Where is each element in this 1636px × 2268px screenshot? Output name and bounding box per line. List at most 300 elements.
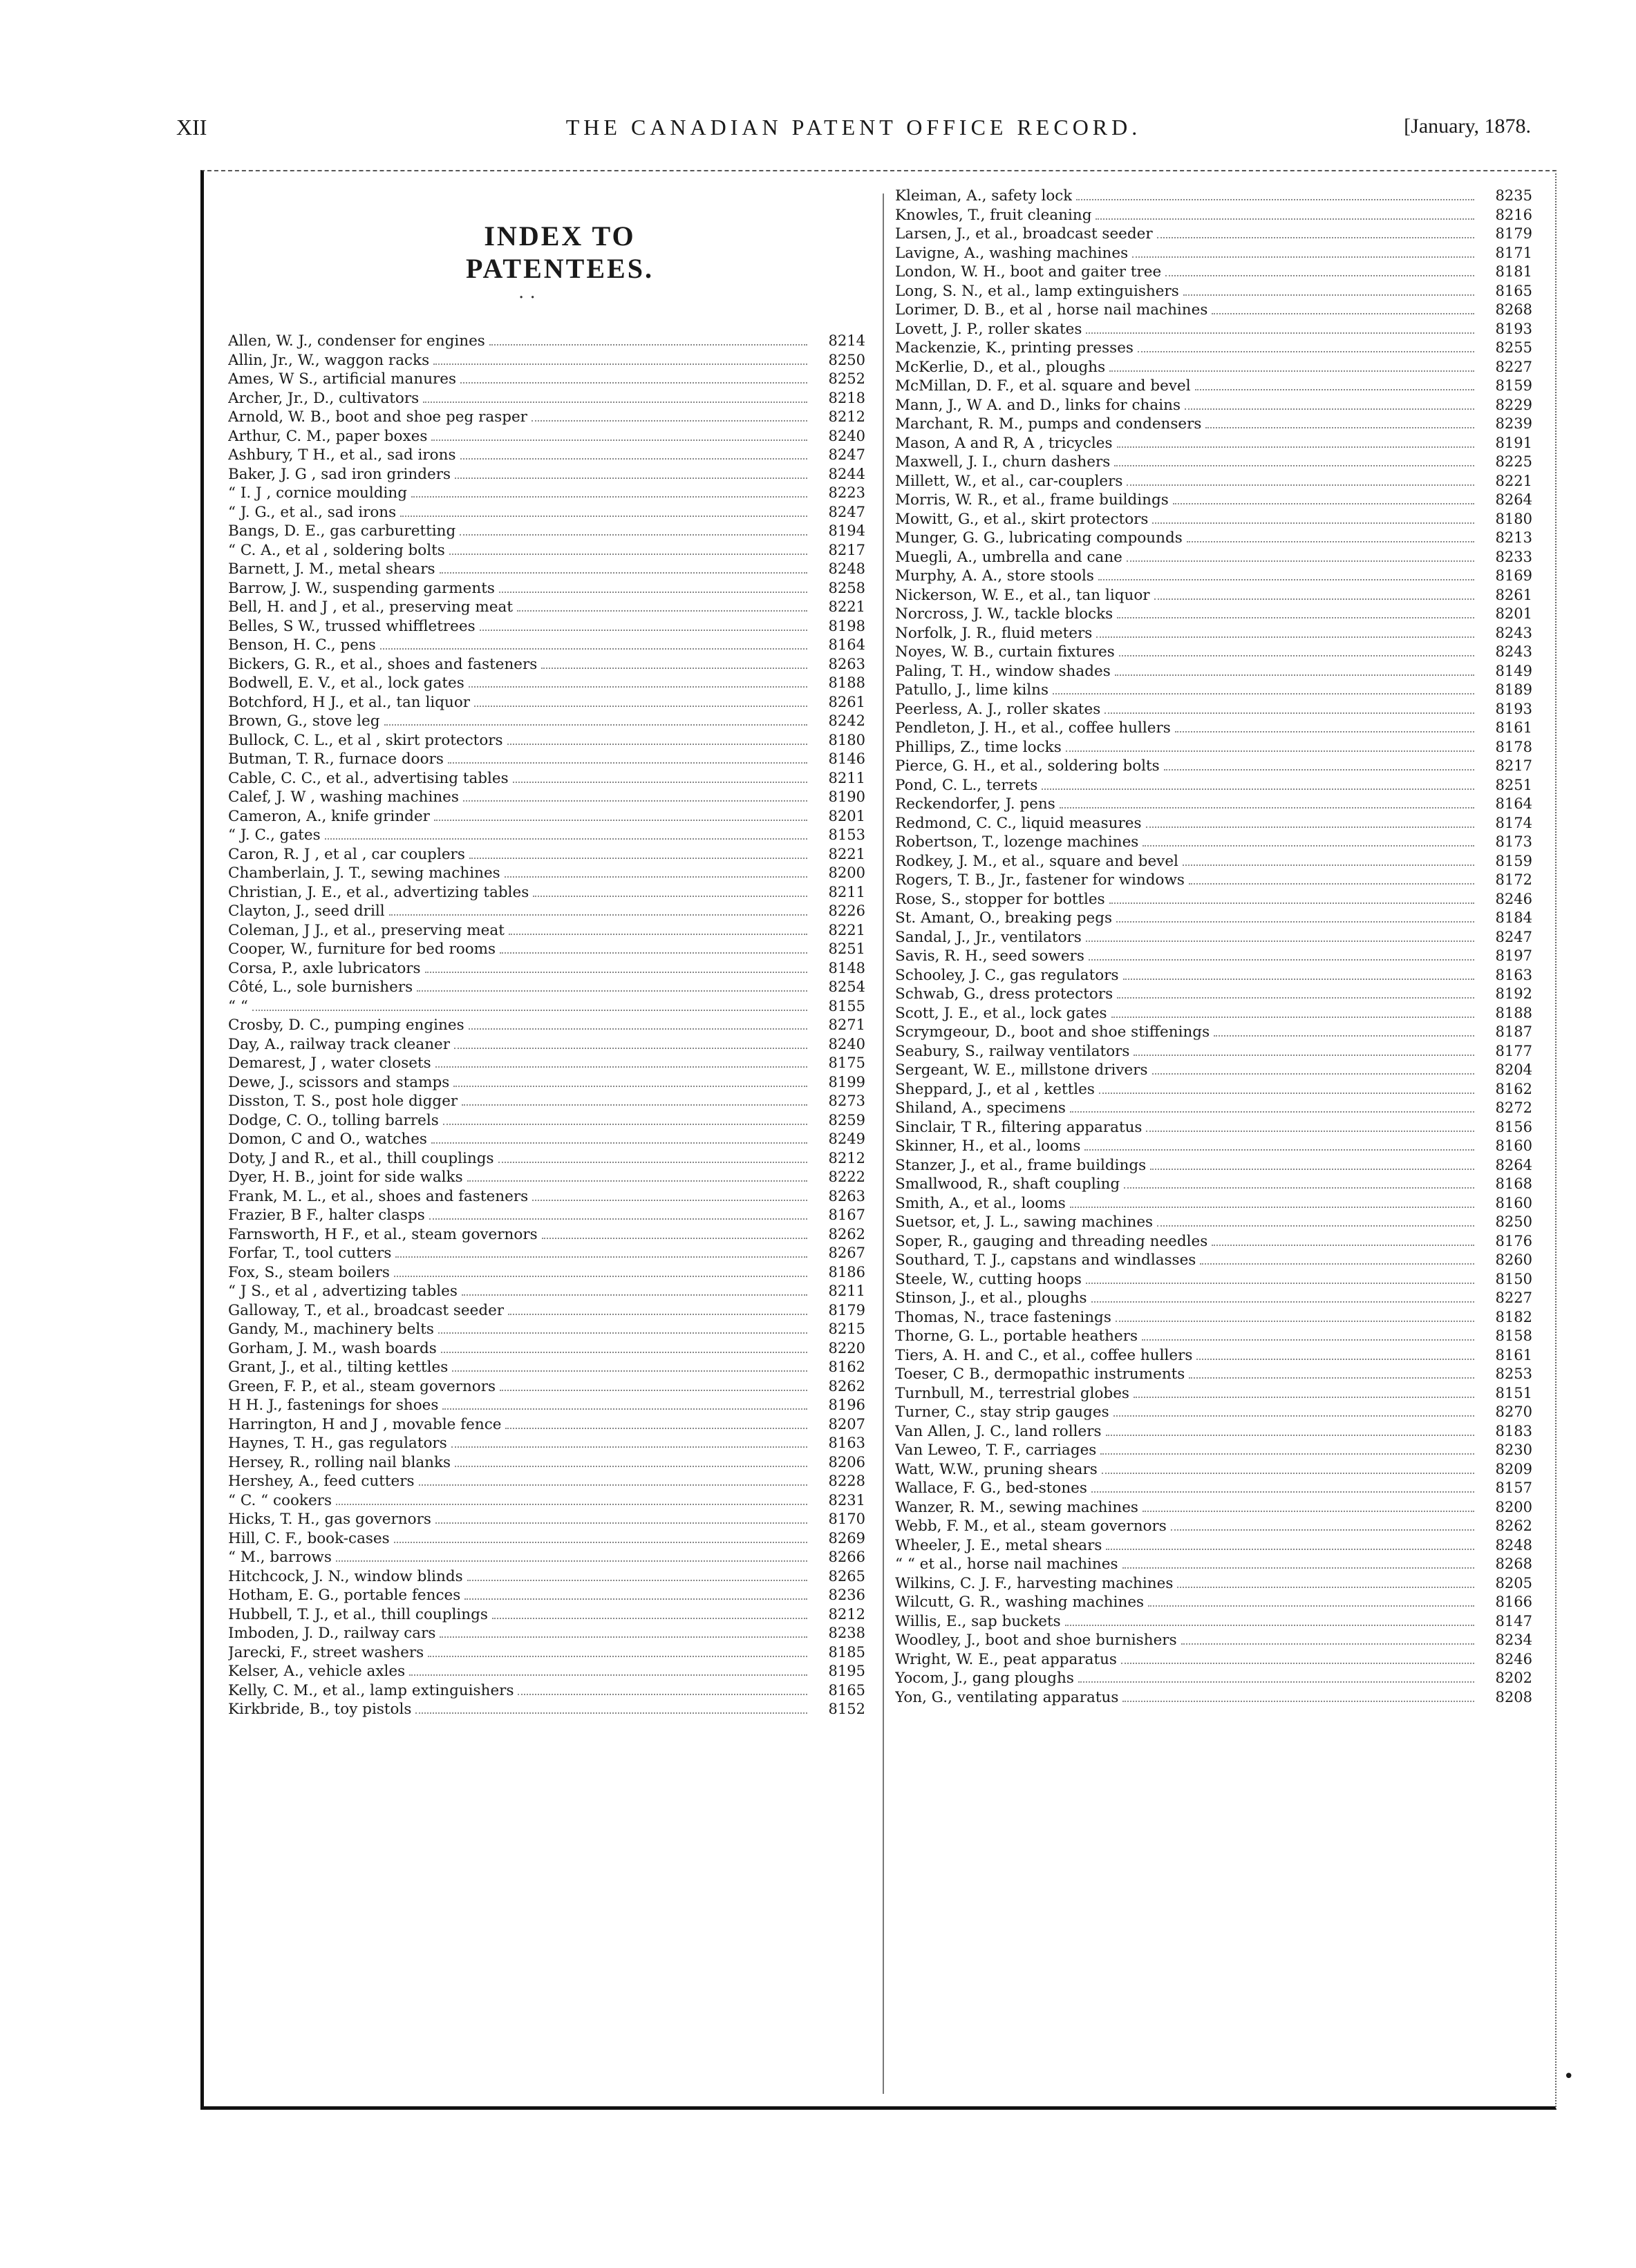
index-entry [228, 1491, 865, 1511]
dot-leader [400, 515, 807, 517]
patentee-name: Steele, W., cutting hoops [895, 1270, 1082, 1288]
dot-leader [492, 1617, 807, 1619]
patent-number: 8212 [828, 1149, 865, 1166]
patent-number: 8157 [1495, 1480, 1532, 1496]
patent-number: 8240 [828, 1035, 865, 1052]
dot-leader [463, 800, 807, 802]
patentee-name: Smallwood, R., shaft coupling [895, 1175, 1120, 1193]
index-entry [228, 1700, 865, 1719]
dot-leader [500, 952, 807, 954]
patentee-name: Sheppard, J., et al , kettles [895, 1080, 1095, 1098]
patent-number: 8208 [1495, 1688, 1532, 1705]
index-entry [895, 396, 1532, 415]
patent-number: 8167 [828, 1207, 865, 1223]
patent-number: 8205 [1495, 1574, 1532, 1591]
patentee-name: Cooper, W., furniture for bed rooms [228, 941, 496, 958]
dot-leader [438, 1332, 807, 1334]
index-entry [228, 959, 865, 979]
patent-number: 8228 [828, 1473, 865, 1489]
index-entry [895, 1289, 1532, 1308]
patent-number: 8217 [1495, 757, 1532, 774]
dot-leader [1189, 1377, 1474, 1379]
dot-leader [1146, 1130, 1474, 1132]
patentee-name: Allin, Jr., W., waggon racks [228, 351, 430, 369]
patent-number: 8242 [828, 712, 865, 729]
patentee-name: Morris, W. R., et al., frame buildings [895, 491, 1169, 509]
index-entry [895, 1042, 1532, 1061]
dot-leader [1164, 768, 1474, 771]
patentee-name: Arthur, C. M., paper boxes [228, 427, 428, 445]
index-entry [895, 985, 1532, 1004]
index-entry [228, 522, 865, 541]
patentee-name: Van Leweo, T. F., carriages [895, 1442, 1097, 1459]
patent-number: 8152 [828, 1701, 865, 1717]
index-entry [228, 351, 865, 370]
dot-leader [1189, 882, 1474, 885]
patentee-name: “ “ [228, 997, 248, 1015]
patent-number: 8240 [828, 427, 865, 444]
patentee-name: Lovett, J. P., roller skates [895, 320, 1082, 338]
patentee-name: Shiland, A., specimens [895, 1099, 1066, 1117]
patent-number: 8195 [828, 1663, 865, 1679]
index-entry [895, 415, 1532, 434]
dot-leader [441, 1351, 807, 1353]
dot-leader [505, 876, 807, 878]
patent-number: 8225 [1495, 453, 1532, 470]
dot-leader [451, 1446, 807, 1448]
patent-number: 8180 [828, 731, 865, 748]
patentee-name: Hicks, T. H., gas governors [228, 1511, 431, 1528]
dot-leader [1127, 484, 1474, 486]
patentee-name: Archer, Jr., D., cultivators [228, 389, 420, 407]
index-entry [895, 548, 1532, 567]
patent-number: 8266 [828, 1549, 865, 1565]
patentee-name: McMillan, D. F., et al. square and bevel [895, 377, 1191, 395]
patent-number: 8247 [828, 446, 865, 463]
patent-number: 8269 [828, 1529, 865, 1547]
index-entry [228, 1206, 865, 1225]
patentee-name: Norfolk, J. R., fluid meters [895, 624, 1093, 642]
patentee-name: “ C. “ cookers [228, 1491, 332, 1509]
dot-leader [1195, 388, 1474, 390]
patentee-name: Mowitt, G., et al., skirt protectors [895, 510, 1149, 528]
index-entry [228, 1149, 865, 1169]
dot-leader [1171, 1529, 1474, 1531]
index-entry [228, 1111, 865, 1131]
index-entry [895, 1479, 1532, 1498]
patent-number: 8200 [828, 864, 865, 881]
index-entry [228, 408, 865, 427]
patentee-name: Cameron, A., knife grinder [228, 807, 430, 825]
patentee-name: Wallace, F. G., bed-stones [895, 1480, 1087, 1497]
patentee-name: “ M., barrows [228, 1549, 332, 1566]
dot-leader [434, 819, 807, 821]
dot-leader [1111, 1016, 1474, 1018]
patent-number: 8173 [1495, 833, 1532, 850]
index-entry [895, 1631, 1532, 1650]
patent-number: 8220 [828, 1339, 865, 1357]
dot-leader [509, 933, 807, 935]
dot-leader [467, 1180, 807, 1182]
index-entry [228, 997, 865, 1017]
index-entry [228, 845, 865, 864]
patentee-name: Millett, W., et al., car-couplers [895, 472, 1123, 490]
patentee-name: Farnsworth, H F., et al., steam governors [228, 1225, 538, 1243]
index-entry [228, 1662, 865, 1681]
patent-number: 8262 [1495, 1518, 1532, 1534]
patentee-name: Dyer, H. B., joint for side walks [228, 1169, 463, 1186]
patentee-name: Côté, L., sole burnishers [228, 979, 413, 996]
patent-number: 8231 [828, 1491, 865, 1509]
index-entry [228, 465, 865, 484]
index-entry [228, 636, 865, 655]
dot-leader [411, 495, 807, 498]
dot-leader [513, 781, 807, 783]
patent-number: 8163 [828, 1435, 865, 1451]
dot-leader [532, 1199, 807, 1201]
index-entry [228, 1548, 865, 1567]
dot-leader [409, 1674, 807, 1676]
journal-title: THE CANADIAN PATENT OFFICE RECORD. [565, 115, 1142, 140]
patentee-name: Savis, R. H., seed sowers [895, 947, 1084, 965]
patentee-name: Crosby, D. C., pumping engines [228, 1017, 464, 1034]
patentee-name: Pond, C. L., terrets [895, 776, 1038, 794]
dot-leader [1117, 446, 1475, 448]
patentee-name: “ J. G., et al., sad irons [228, 503, 397, 521]
patent-number: 8243 [1495, 643, 1532, 660]
patentee-name: Soper, R., gauging and threading needles [895, 1232, 1208, 1250]
patent-number: 8246 [1495, 1650, 1532, 1667]
index-entry [895, 320, 1532, 339]
patent-number: 8249 [828, 1131, 865, 1147]
patentee-name: Norcross, J. W., tackle blocks [895, 605, 1113, 623]
patent-number: 8202 [1495, 1670, 1532, 1686]
patentee-name: Scott, J. E., et al., lock gates [895, 1004, 1107, 1022]
patentee-name: Scrymgeour, D., boot and shoe stiffenings [895, 1023, 1210, 1041]
patent-number: 8262 [828, 1225, 865, 1242]
patentee-name: Webb, F. M., et al., steam governors [895, 1518, 1167, 1535]
patent-number: 8238 [828, 1625, 865, 1641]
patentee-name: Barrow, J. W., suspending garments [228, 579, 495, 597]
patent-number: 8236 [828, 1587, 865, 1603]
dot-leader [1205, 426, 1474, 428]
index-entry [895, 1175, 1532, 1194]
patentee-name: Schwab, G., dress protectors [895, 985, 1113, 1003]
index-entry [895, 662, 1532, 681]
patentee-name: Woodley, J., boot and shoe burnishers [895, 1632, 1177, 1649]
patentee-name: Wanzer, R. M., sewing machines [895, 1498, 1138, 1516]
patentee-name: Benson, H. C., pens [228, 636, 376, 654]
patentee-name: Bodwell, E. V., et al., lock gates [228, 674, 464, 692]
patent-number: 8169 [1495, 567, 1532, 584]
patent-number: 8172 [1495, 871, 1532, 888]
dot-leader [252, 1009, 807, 1011]
patent-number: 8261 [1495, 586, 1532, 603]
patentee-name: Larsen, J., et al., broadcast seeder [895, 225, 1153, 243]
index-entry [895, 1004, 1532, 1023]
dot-leader [1066, 750, 1474, 752]
index-entry [895, 1403, 1532, 1422]
patentee-name: London, W. H., boot and gaiter tree [895, 263, 1162, 281]
patent-number: 8247 [828, 503, 865, 520]
patentee-name: Domon, C and O., watches [228, 1131, 427, 1148]
index-entry [895, 339, 1532, 358]
dot-leader [1122, 1567, 1474, 1569]
patent-number: 8247 [1495, 928, 1532, 945]
patent-number: 8159 [1495, 852, 1532, 869]
index-entry [895, 1080, 1532, 1099]
patentee-name: Yocom, J., gang ploughs [895, 1670, 1074, 1687]
patentee-name: Sinclair, T R., filtering apparatus [895, 1118, 1143, 1136]
index-entry [895, 434, 1532, 453]
index-entry [895, 1384, 1532, 1404]
patentee-name: Peerless, A. J., roller skates [895, 700, 1101, 718]
index-entry [228, 1396, 865, 1415]
patent-number: 8233 [1495, 548, 1532, 565]
patentee-name: Dewe, J., scissors and stamps [228, 1073, 450, 1091]
patentee-name: Rose, S., stopper for bottles [895, 890, 1105, 908]
patent-number: 8174 [1495, 814, 1532, 831]
patent-number: 8221 [828, 921, 865, 938]
index-entry [895, 1536, 1532, 1556]
index-entry [228, 1073, 865, 1093]
index-entry [228, 655, 865, 674]
index-entry [228, 902, 865, 921]
dot-leader [1143, 844, 1474, 847]
dot-leader [1154, 598, 1474, 600]
index-entry [228, 1035, 865, 1055]
dot-leader [1152, 522, 1474, 524]
dot-leader [1146, 826, 1474, 828]
patentee-name: Skinner, H., et al., looms [895, 1137, 1081, 1155]
patent-number: 8268 [1495, 301, 1532, 318]
index-entry [895, 1137, 1532, 1156]
index-entry [895, 643, 1532, 662]
index-entry [895, 1574, 1532, 1594]
patentee-name: Galloway, T., et al., broadcast seeder [228, 1301, 505, 1319]
index-entry [895, 871, 1532, 890]
dot-leader [1134, 1396, 1474, 1398]
patent-number: 8262 [828, 1377, 865, 1395]
patent-number: 8197 [1495, 947, 1532, 964]
patent-number: 8260 [1495, 1251, 1532, 1268]
dot-leader [389, 914, 807, 916]
patent-number: 8163 [1495, 966, 1532, 983]
patentee-name: Frank, M. L., et al., shoes and fasteners [228, 1187, 529, 1205]
index-entry [895, 567, 1532, 586]
index-entry [228, 674, 865, 693]
patentee-name: Jarecki, F., street washers [228, 1643, 424, 1661]
dot-leader [518, 1693, 807, 1695]
dot-leader [1165, 274, 1474, 276]
index-entry [895, 700, 1532, 719]
dot-leader [1106, 1548, 1474, 1550]
patentee-name: Hershey, A., feed cutters [228, 1473, 415, 1490]
dot-leader [532, 419, 807, 422]
index-entry [895, 719, 1532, 738]
patentee-name: Hitchcock, J. N., window blinds [228, 1567, 463, 1585]
index-entry [228, 1225, 865, 1245]
patentee-name: “ “ et al., horse nail machines [895, 1556, 1118, 1573]
patentee-name: Thorne, G. L., portable heathers [895, 1327, 1138, 1345]
patent-number: 8194 [828, 522, 865, 539]
dot-leader [1181, 1643, 1474, 1645]
patentee-name: “ J S., et al , advertizing tables [228, 1283, 458, 1300]
patent-number: 8209 [1495, 1460, 1532, 1477]
index-entry [228, 1453, 865, 1473]
patent-number: 8155 [828, 997, 865, 1014]
patent-number: 8268 [1495, 1556, 1532, 1572]
index-entry [228, 940, 865, 959]
patent-number: 8226 [828, 903, 865, 919]
patent-number: 8263 [828, 655, 865, 672]
index-entry [895, 263, 1532, 282]
patent-number: 8162 [1495, 1080, 1532, 1097]
index-entry [895, 1099, 1532, 1118]
dot-leader [1150, 1168, 1474, 1170]
patent-number: 8201 [1495, 605, 1532, 622]
dot-leader [425, 971, 807, 973]
patent-number: 8254 [828, 979, 865, 995]
patent-number: 8185 [828, 1643, 865, 1661]
index-entry [895, 1232, 1532, 1251]
dot-leader [336, 1503, 807, 1505]
index-entry [228, 1415, 865, 1435]
patentee-name: Haynes, T. H., gas regulators [228, 1435, 447, 1452]
patent-number: 8180 [1495, 510, 1532, 527]
patentee-name: Bickers, G. R., et al., shoes and fasteners [228, 655, 538, 673]
patent-number: 8201 [828, 807, 865, 824]
dot-leader [1132, 256, 1474, 258]
patent-number: 8229 [1495, 396, 1532, 413]
patent-number: 8214 [828, 332, 865, 349]
dot-leader [442, 1408, 807, 1410]
patentee-name: Demarest, J , water closets [228, 1055, 431, 1072]
dot-leader [394, 1541, 807, 1543]
dot-leader [542, 1237, 807, 1239]
dot-leader [541, 667, 807, 669]
dot-leader [1096, 218, 1474, 220]
dot-leader [1123, 978, 1474, 980]
patent-number: 8271 [828, 1017, 865, 1033]
patentee-name: Hubbell, T. J., et al., thill couplings [228, 1605, 488, 1623]
dot-leader [499, 591, 807, 593]
patent-number: 8191 [1495, 434, 1532, 451]
patent-number: 8212 [828, 408, 865, 425]
patent-number: 8196 [828, 1397, 865, 1413]
index-entry [228, 484, 865, 503]
patentee-name: Willis, E., sap buckets [895, 1612, 1061, 1630]
index-entry [895, 1308, 1532, 1327]
dot-leader [1116, 920, 1474, 923]
patent-number: 8188 [1495, 1004, 1532, 1021]
patent-number: 8175 [828, 1055, 865, 1071]
index-entry [895, 852, 1532, 871]
dot-leader [1157, 1225, 1474, 1227]
index-entry [895, 472, 1532, 491]
dot-leader [1070, 1206, 1474, 1208]
index-entry [228, 750, 865, 769]
index-entry [228, 1187, 865, 1207]
dot-leader [336, 1560, 807, 1562]
dot-leader [467, 1579, 807, 1581]
patentee-name: Seabury, S., railway ventilators [895, 1042, 1130, 1060]
dot-leader [1091, 1491, 1474, 1493]
dot-leader [507, 743, 807, 745]
issue-date: [January, 1878. [1404, 115, 1531, 138]
dot-leader [460, 457, 807, 460]
patentee-name: Doty, J and R., et al., thill couplings [228, 1149, 494, 1167]
index-entry [895, 1023, 1532, 1042]
patent-number: 8211 [828, 883, 865, 900]
patent-number: 8188 [828, 674, 865, 691]
index-entry [228, 446, 865, 465]
patent-number: 8248 [828, 560, 865, 577]
index-entry [228, 1434, 865, 1453]
patent-number: 8259 [828, 1111, 865, 1128]
index-entry [228, 541, 865, 560]
index-entry [895, 1555, 1532, 1574]
dot-leader [1086, 940, 1474, 942]
index-entry [895, 1251, 1532, 1270]
patent-number: 8234 [1495, 1632, 1532, 1648]
index-entry [228, 1320, 865, 1339]
patentee-name: Marchant, R. M., pumps and condensers [895, 415, 1202, 433]
patentee-name: Baker, J. G , sad iron grinders [228, 465, 451, 483]
dot-leader [1109, 370, 1474, 372]
patent-number: 8221 [828, 845, 865, 862]
patent-number: 8153 [828, 826, 865, 843]
dot-leader [453, 1085, 807, 1087]
patentee-name: Rogers, T. B., Jr., fastener for windows [895, 871, 1185, 889]
patentee-name: Knowles, T., fruit cleaning [895, 206, 1092, 224]
column-divider [883, 193, 884, 2094]
dot-leader [1113, 1415, 1474, 1417]
patent-number: 8264 [1495, 1156, 1532, 1173]
dot-leader [474, 705, 807, 707]
patent-number: 8182 [1495, 1308, 1532, 1325]
index-entry [895, 738, 1532, 757]
patent-number: 8159 [1495, 377, 1532, 394]
patentee-name: Schooley, J. C., gas regulators [895, 966, 1119, 984]
patentee-name: Arnold, W. B., boot and shoe peg rasper [228, 408, 527, 426]
patentee-name: Smith, A., et al., looms [895, 1194, 1066, 1212]
dot-leader [454, 1047, 807, 1049]
dot-leader [1086, 1282, 1474, 1284]
patentee-name: Pierce, G. H., et al., soldering bolts [895, 757, 1160, 775]
patentee-name: Christian, J. E., et al., advertizing tables [228, 883, 529, 901]
dot-leader [380, 648, 807, 650]
dot-leader [1175, 730, 1474, 733]
dot-leader [1121, 1662, 1474, 1664]
patentee-name: Coleman, J J., et al., preserving meat [228, 921, 505, 939]
patentee-name: Kelly, C. M., et al., lamp extinguishers [228, 1681, 514, 1699]
dot-leader [384, 724, 807, 726]
dot-leader [1104, 712, 1474, 714]
index-entry [895, 206, 1532, 225]
dot-leader [1084, 1149, 1474, 1151]
dot-leader [1076, 198, 1474, 200]
dot-leader [1119, 654, 1474, 656]
dot-leader [460, 381, 807, 384]
patent-number: 8239 [1495, 415, 1532, 432]
patent-number: 8179 [1495, 225, 1532, 242]
patent-number: 8199 [828, 1073, 865, 1090]
patentee-name: Sergeant, W. E., millstone drivers [895, 1061, 1148, 1079]
patentee-name: Sandal, J., Jr., ventilators [895, 928, 1082, 946]
index-entry [228, 826, 865, 845]
index-entry [228, 332, 865, 351]
